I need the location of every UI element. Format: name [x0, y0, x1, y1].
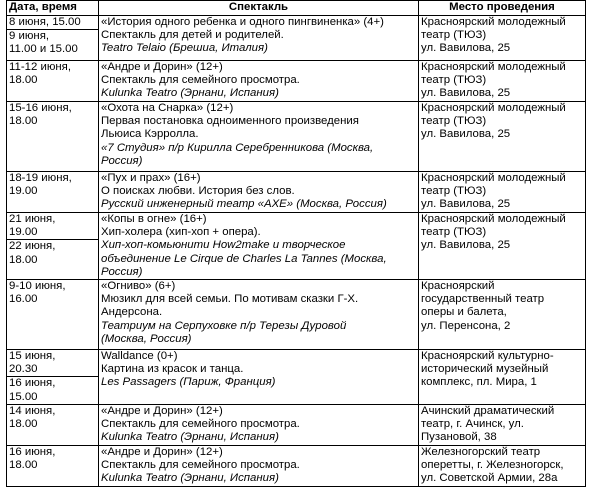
- show-cell: [99, 16, 419, 61]
- venue-line: ул. Вавилова, 25: [421, 87, 511, 100]
- show-title: «Копы в огне» (16+): [101, 213, 207, 225]
- company-name: Театриум на Серпуховке п/р Терезы Дуровой: [101, 319, 347, 332]
- show-cell: [99, 404, 419, 445]
- date-line: 15-16 июня,: [9, 102, 72, 114]
- date-line: 8 июня, 15.00: [9, 16, 81, 28]
- table-row: [7, 213, 586, 280]
- date-line: 11-12 июня,: [9, 61, 71, 73]
- venue-line: Красноярский: [421, 280, 495, 293]
- show-title: «Охота на Снарка» (12+): [101, 102, 234, 114]
- venue-line: Красноярский молодежный: [421, 213, 566, 225]
- date-line: 21 июня,: [9, 213, 56, 225]
- company-name: Россия): [101, 265, 143, 278]
- date-line: 22 июня,: [9, 240, 56, 253]
- venue-line: ул. Вавилова, 25: [421, 128, 511, 141]
- venue-line: ул. Вавилова, 25: [421, 198, 511, 211]
- date-line: 15.00: [9, 390, 38, 403]
- company-name: Teatro Telaio (Брешиа, Италия): [101, 42, 268, 55]
- venue-cell: [419, 350, 586, 405]
- venue-cell: [419, 16, 586, 61]
- date-block: [9, 350, 96, 376]
- show-cell: [99, 102, 419, 172]
- date-cell: [7, 172, 99, 213]
- header-venue: Место проведения: [419, 1, 586, 16]
- header-row: [7, 1, 586, 16]
- date-cell: [7, 445, 99, 486]
- venue-cell: [419, 102, 586, 172]
- venue-line: ул. Вавилова, 25: [421, 42, 511, 55]
- venue-cell: [419, 61, 586, 102]
- date-line: 18.00: [9, 253, 38, 266]
- venue-line: Красноярский молодежный: [421, 16, 566, 28]
- show-title: «Пух и прах» (16+): [101, 172, 201, 184]
- venue-cell: [419, 445, 586, 486]
- date-line: 16 июня,: [9, 377, 56, 390]
- venue-line: театр (ТЮЗ): [421, 226, 487, 239]
- company-name: «7 Студия» п/р Кирилла Серебренникова (Москва,: [101, 141, 374, 154]
- table-row: [7, 16, 586, 61]
- date-line: 11.00 и 15.00: [9, 43, 78, 56]
- date-cell: [7, 280, 99, 350]
- date-line: 18.00: [9, 459, 38, 472]
- company-name: Kulunka Teatro (Эрнани, Испания): [101, 431, 279, 444]
- date-cell: [7, 350, 99, 405]
- show-description: Спектакль для семейного просмотра.: [101, 74, 300, 87]
- table-row: [7, 172, 586, 213]
- date-block: [7, 29, 98, 56]
- venue-line: театр, г. Ачинск, ул.: [421, 418, 524, 431]
- show-title: «Андре и Дорин» (12+): [101, 404, 223, 417]
- company-name: Россия): [101, 154, 143, 167]
- venue-line: ул. Перенсона, 2: [421, 319, 511, 332]
- table-row: [7, 445, 586, 486]
- show-description: Льюиса Кэрролла.: [101, 128, 199, 141]
- company-name: Kulunka Teatro (Эрнани, Испания): [101, 87, 279, 100]
- company-name: Русский инженерный театр «АХЕ» (Москва, Россия): [101, 198, 387, 211]
- date-line: 20.30: [9, 363, 38, 376]
- show-cell: [99, 280, 419, 350]
- venue-cell: [419, 280, 586, 350]
- date-line: 18.00: [9, 418, 38, 431]
- show-title: «Андре и Дорин» (12+): [101, 61, 223, 73]
- show-title: «Огниво» (6+): [101, 280, 176, 293]
- venue-cell: [419, 404, 586, 445]
- venue-line: ул. Советской Армии, 28а: [421, 472, 558, 485]
- company-name: Les Passagers (Париж, Франция): [101, 376, 276, 389]
- table-row: [7, 404, 586, 445]
- show-description: Спектакль для детей и родителей.: [101, 29, 284, 42]
- venue-line: театр (ТЮЗ): [421, 74, 487, 87]
- show-description: Спектакль для семейного просмотра.: [101, 459, 300, 472]
- show-description: О поисках любви. История без слов.: [101, 185, 295, 198]
- date-cell: [7, 404, 99, 445]
- venue-line: комплекс, пл. Мира, 1: [421, 376, 537, 389]
- venue-cell: [419, 172, 586, 213]
- date-cell: [7, 213, 99, 280]
- venue-line: оперы и балета,: [421, 306, 507, 319]
- date-block: [9, 213, 96, 239]
- venue-line: Красноярский молодежный: [421, 61, 566, 73]
- venue-line: театр (ТЮЗ): [421, 29, 487, 42]
- company-name: Хип-хоп-комьюнити How2make и творческое: [101, 239, 346, 252]
- company-name: Kulunka Teatro (Эрнани, Испания): [101, 472, 279, 485]
- company-name: объединение Le Cirque de Charles La Tannes (Москва,: [101, 252, 387, 265]
- venue-cell: [419, 213, 586, 280]
- show-title: «История одного ребенка и одного пингвиненка» (4+): [101, 16, 384, 28]
- show-title: Walldance (0+): [101, 350, 178, 363]
- schedule-table: [6, 0, 586, 487]
- date-line: 14 июня,: [9, 404, 56, 417]
- venue-line: театр (ТЮЗ): [421, 115, 487, 128]
- venue-line: оперетты, г. Железногорск,: [421, 459, 564, 472]
- date-line: 9-10 июня,: [9, 280, 66, 293]
- venue-line: ул. Вавилова, 25: [421, 239, 511, 252]
- table-row: [7, 61, 586, 102]
- table-row: [7, 350, 586, 405]
- date-line: 19.00: [9, 185, 38, 198]
- date-cell: [7, 16, 99, 61]
- table-row: [7, 280, 586, 350]
- venue-line: театр (ТЮЗ): [421, 185, 487, 198]
- date-block: [7, 376, 98, 403]
- venue-line: Красноярский молодежный: [421, 172, 566, 184]
- date-line: 18.00: [9, 74, 38, 87]
- date-line: 9 июня,: [9, 30, 50, 43]
- date-block: [7, 239, 98, 266]
- date-line: 16.00: [9, 293, 38, 306]
- date-line: 16 июня,: [9, 445, 56, 458]
- date-block: [9, 16, 96, 29]
- show-description: Первая постановка одноименного произведения: [101, 115, 359, 128]
- venue-line: исторический музейный: [421, 363, 549, 376]
- header-date: Дата, время: [7, 1, 99, 16]
- header-show: Спектакль: [99, 1, 419, 16]
- venue-line: государственный театр: [421, 293, 545, 306]
- table-row: [7, 102, 586, 172]
- date-cell: [7, 102, 99, 172]
- venue-line: Красноярский молодежный: [421, 102, 566, 114]
- company-name: (Москва, Россия): [101, 332, 192, 345]
- venue-line: Пузановой, 38: [421, 431, 497, 444]
- show-cell: [99, 445, 419, 486]
- show-cell: [99, 350, 419, 405]
- date-line: 19.00: [9, 226, 38, 239]
- show-description: Картина из красок и танца.: [101, 363, 244, 376]
- show-description: Хип-холера (хип-хоп + опера).: [101, 226, 261, 239]
- date-cell: [7, 61, 99, 102]
- date-line: 18-19 июня,: [9, 172, 72, 184]
- show-cell: [99, 172, 419, 213]
- date-line: 18.00: [9, 115, 38, 128]
- show-title: «Андре и Дорин» (12+): [101, 445, 223, 458]
- show-description: Мюзикл для всей семьи. По мотивам сказки Г-Х.: [101, 293, 359, 306]
- venue-line: Красноярский культурно-: [421, 350, 554, 363]
- show-description: Андерсона.: [101, 306, 163, 319]
- venue-line: Железногорский театр: [421, 445, 541, 458]
- date-line: 15 июня,: [9, 350, 56, 363]
- show-cell: [99, 213, 419, 280]
- show-cell: [99, 61, 419, 102]
- venue-line: Ачинский драматический: [421, 404, 555, 417]
- show-description: Спектакль для семейного просмотра.: [101, 418, 300, 431]
